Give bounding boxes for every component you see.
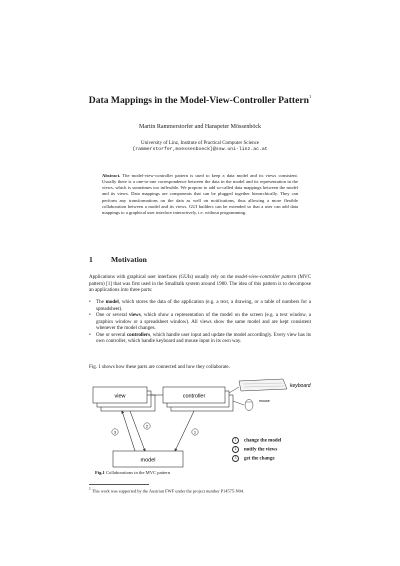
abstract: [102, 173, 298, 216]
footnote-rule: [89, 484, 149, 485]
footnote: [89, 487, 244, 493]
controller-label: controller: [182, 393, 206, 400]
paragraph-figure-ref: Fig. 1 shows how these parts are connected and how they collaborate.: [89, 364, 230, 370]
mouse-label: mouse: [259, 399, 270, 403]
legend-mark-3: 3: [232, 455, 239, 462]
caption-label: Fig.1: [95, 470, 105, 475]
keyboard-link: [229, 387, 239, 393]
arrow-notify-views: [122, 411, 135, 451]
view-label: view: [114, 393, 126, 400]
mark-1-label: 1: [193, 429, 197, 435]
footnote-text: This work was supported by the Austrian FWF under the project number P14575-N04.: [91, 488, 245, 494]
italic-term: model-view-controller pattern: [234, 274, 297, 280]
arrow-get-change: [130, 411, 145, 451]
mouse-link: [233, 401, 244, 405]
section-number: 1: [89, 255, 93, 264]
abstract-text: The model-view-controller pattern is used to keep a data model and its views consistent. Usually there is a one-to-one correspondence between the data in the model and its representation in the views, which is sometimes too inflexible. We propose to add so-called data mappings between the model and its views. Data mappings are components that can be plugged together hierarchically. They can perform any transformations on the data as well on notifications, thus allowing a more flexible collaboration between a model and its views. GUI builders can be extended so that a user can add data mappings to a graphical user interface interactively, i.e. without programming.: [102, 173, 298, 215]
title-footnote-mark: 1: [308, 94, 312, 99]
paper-title: Data Mappings in the Model-View-Controller Pattern$^1$: [88, 94, 312, 106]
legend-mark-1: 1: [232, 437, 239, 444]
email-addresses: {rammerstorfer,moessenboeck}@ssw.uni-linz.ac.at: [132, 147, 268, 153]
list-item: • One or several views, which show a representation of the model on the screen (e.g. a text window, a graphics window or a spreadsheet window). All views show the same model and are kept consistent whenever the model changes.: [89, 312, 311, 332]
mvc-figure: [89, 375, 319, 471]
affiliation: University of Linz, Institute of Practical Computer Science: [140, 141, 260, 146]
legend-item-3: 3 get the change: [232, 455, 275, 462]
legend-item-2: 2 notify the views: [232, 446, 277, 453]
list-item: • The model, which stores the data of the application (e.g. a text, a drawing, or a table of numbers for a spreadsheet).: [89, 299, 311, 312]
authors: Martin Rammerstorfer and Hanspeter Mössenböck: [139, 124, 261, 130]
mark-3-label: 3: [113, 429, 117, 435]
caption-text: Collaborations in the MVC pattern: [105, 470, 171, 475]
figure-caption: [95, 470, 170, 475]
arrow-change-model: [175, 411, 194, 451]
affiliation-block: [0, 141, 400, 153]
legend-item-1: 1 change the model: [232, 437, 281, 444]
model-label: model: [140, 457, 156, 464]
legend-mark-2: 2: [232, 446, 239, 453]
list-item: • One or several controllers, which handle user input and update the model accordingly. Every view has its own controller, which handle keyboard and mouse input in its own way.: [89, 332, 311, 345]
mouse-icon: [245, 400, 253, 411]
section-heading: [89, 255, 147, 264]
mark-2-label: 2: [145, 423, 149, 429]
keyboard-label: keyboard: [290, 383, 311, 389]
abstract-label: Abstract.: [102, 173, 121, 178]
bullet-list: [89, 299, 311, 345]
section-title: Motivation: [111, 255, 147, 264]
keyboard-icon: [239, 379, 287, 391]
footnote-mark: 1: [89, 487, 91, 491]
paragraph-intro: Applications with graphical user interfaces (GUIs) usually rely on the model-view-controller pattern (MVC pattern) [1] that was first used in the Smalltalk system around 1980. The idea of this pattern is to decompose an applications into three parts:: [89, 274, 311, 294]
